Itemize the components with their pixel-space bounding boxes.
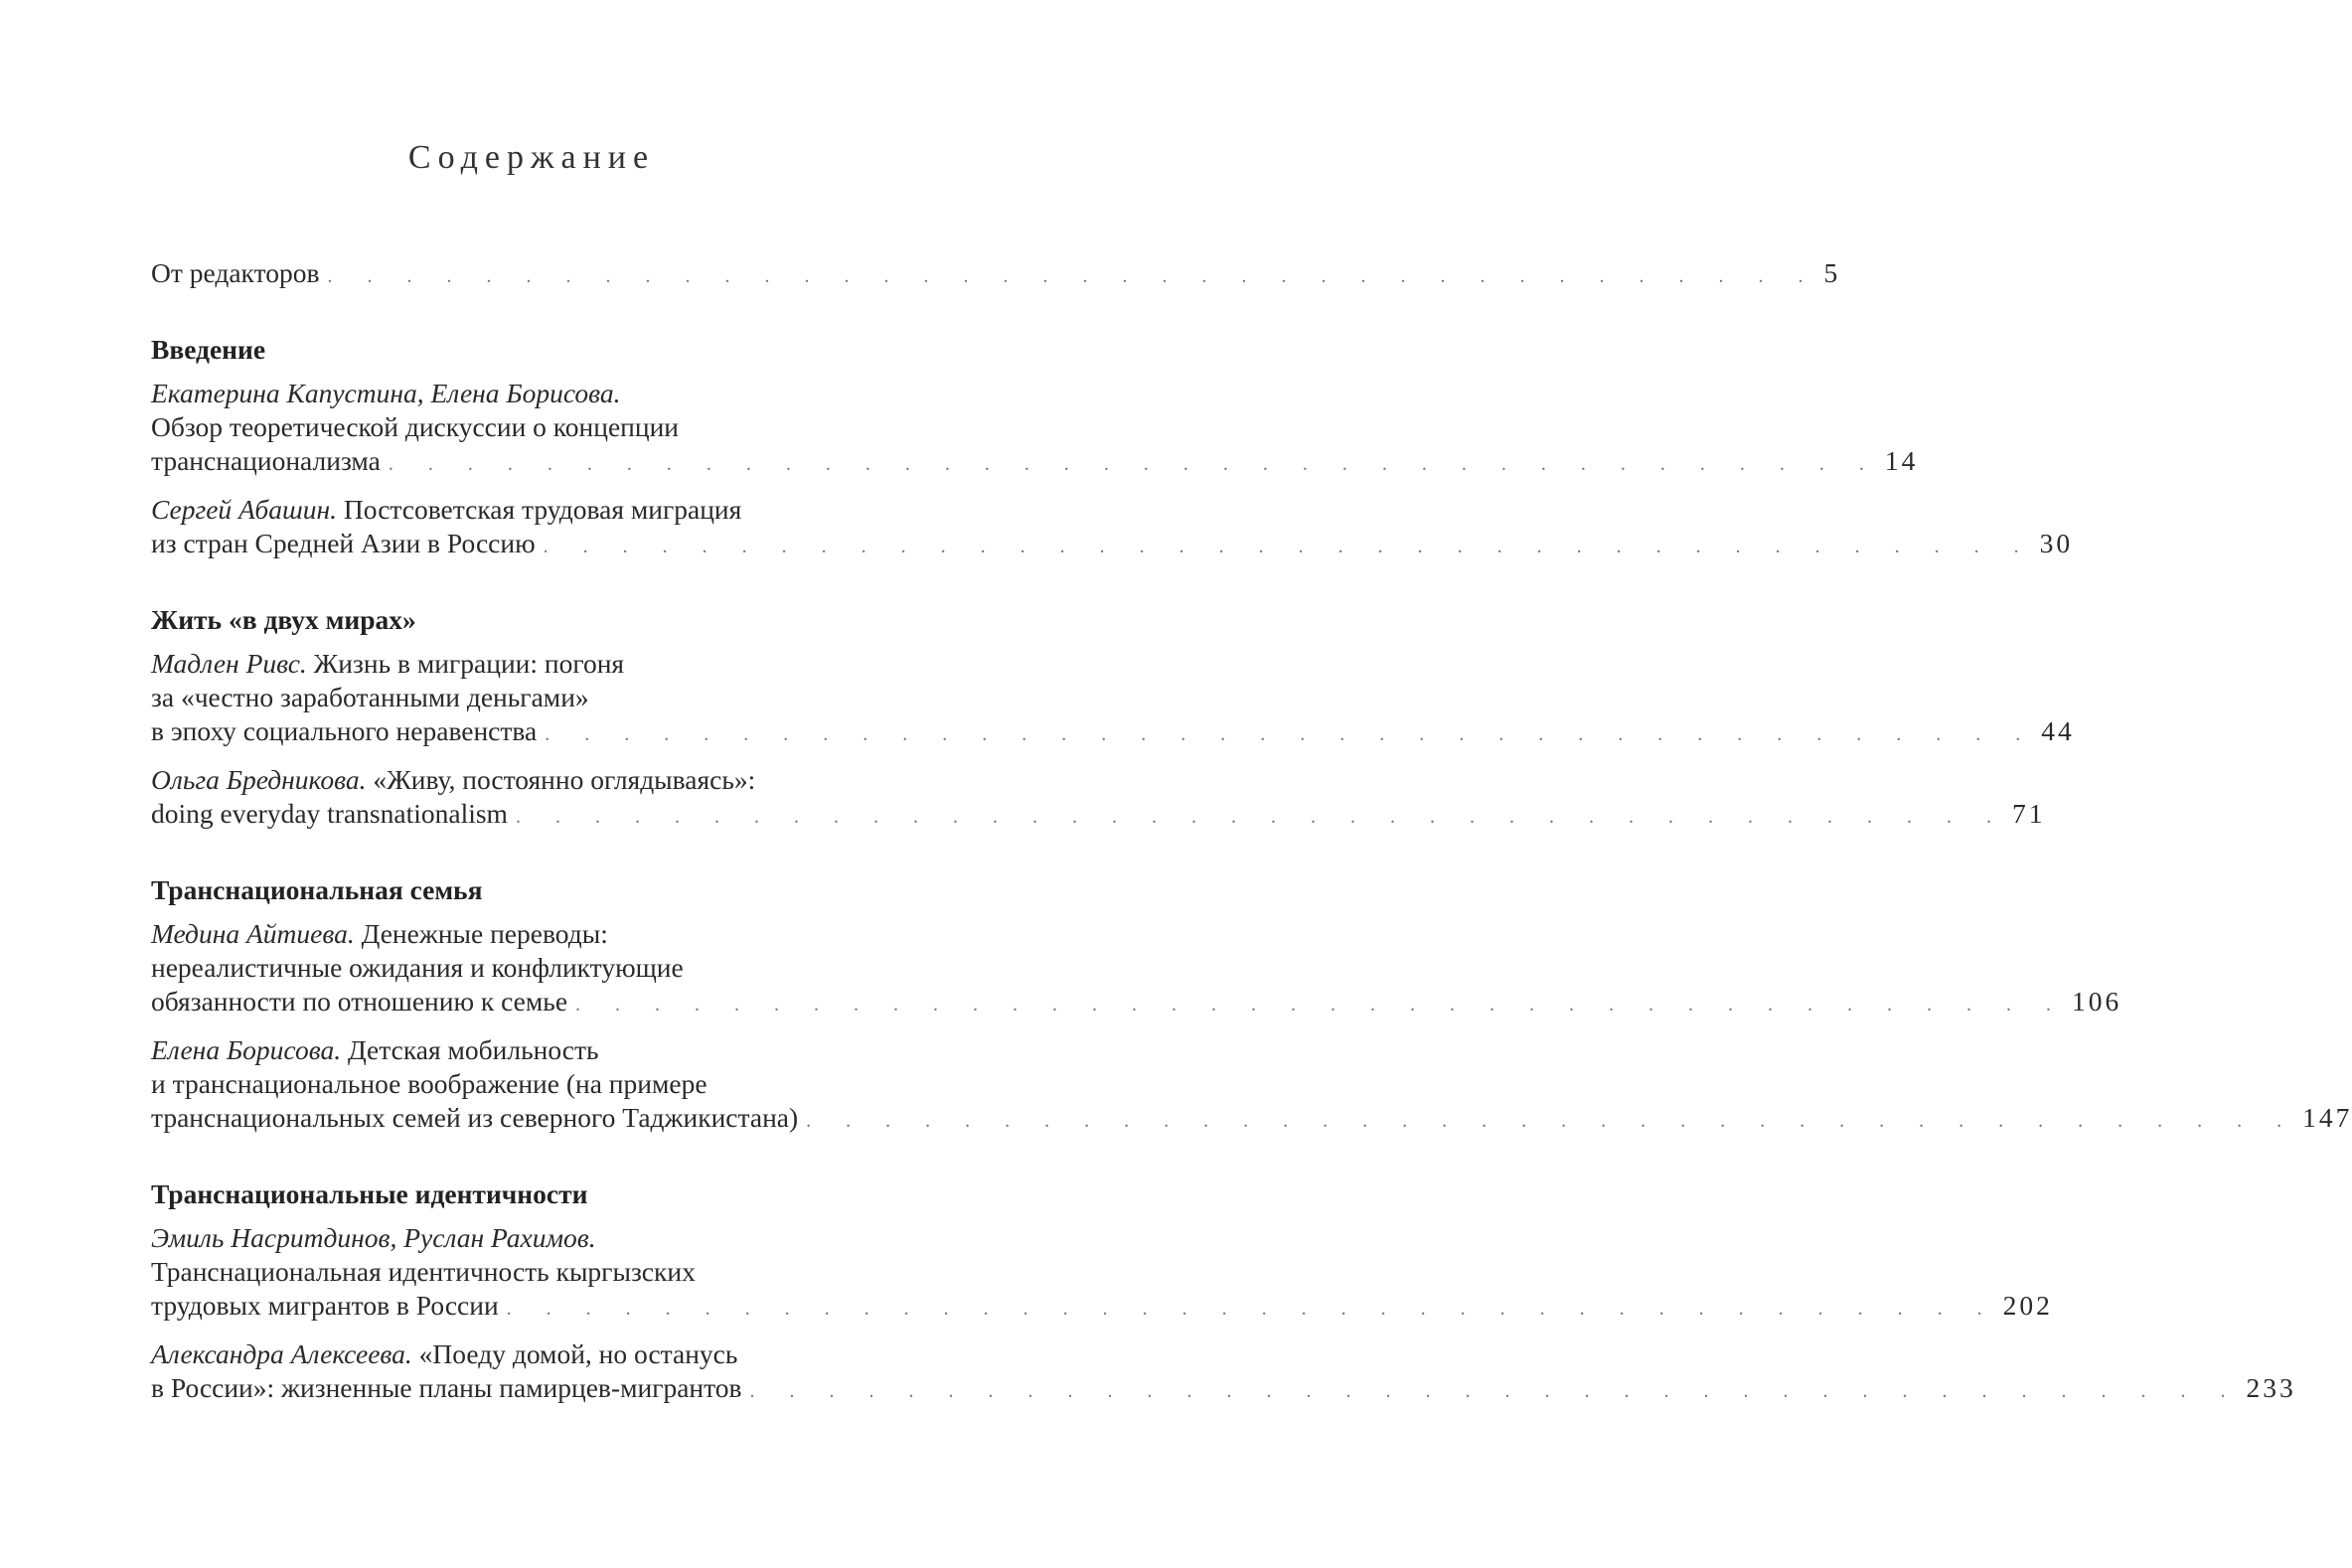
toc-entry-text (151, 493, 741, 527)
toc-entry-text (151, 377, 621, 410)
toc-entry-text: транснациональных семей из северного Таджикистана) (151, 1102, 799, 1133)
author-name: Елена Борисова. (151, 1034, 342, 1065)
page-number: 44 (2041, 715, 2075, 746)
page-number: 106 (2072, 986, 2122, 1017)
section-heading: Введение (151, 334, 266, 365)
leader-dots: . . . . . . . . . . . . . . . . . . . . . . . . . . . . . . . . . . . . . . (545, 723, 2036, 745)
toc-entry-title: Денежные переводы: (354, 918, 608, 949)
leader-dots: . . . . . . . . . . . . . . . . . . . . . . . . . . . . . . . . . . . . . . (327, 265, 1818, 287)
toc-entry-title: «Живу, постоянно оглядываясь»: (366, 764, 756, 795)
toc-entry-text (151, 917, 608, 951)
toc-entry[interactable] (151, 493, 2074, 563)
toc-entry-text (151, 647, 624, 681)
toc-entry-line (151, 493, 904, 527)
page-number: 14 (1884, 445, 1919, 476)
table-of-contents (151, 256, 2352, 1420)
toc-entry-text: трудовых мигрантов в России (151, 1290, 499, 1321)
toc-entry-line (151, 410, 904, 444)
toc-entry-line (151, 1101, 2352, 1138)
toc-entry-line (151, 1337, 904, 1371)
toc-entry-line (151, 377, 904, 410)
author-name: Мадлен Ривс. (151, 648, 307, 679)
toc-entry-text: Обзор теоретической дискуссии о концепции (151, 411, 680, 442)
page-number: 71 (2011, 798, 2046, 829)
author-name: Сергей Абашин. (151, 494, 338, 525)
leader-dots: . . . . . . . . . . . . . . . . . . . . . . . . . . . . . . . . . . . . . . (506, 1298, 1997, 1320)
toc-entry[interactable] (151, 763, 2046, 834)
page-number: 202 (2002, 1290, 2053, 1321)
toc-entry-text: в эпоху социального неравенства (151, 715, 538, 746)
toc-entry-line (151, 527, 2074, 563)
toc-entry-line (151, 917, 904, 951)
toc-entry-title: Постсоветская трудовая миграция (337, 494, 742, 525)
leader-dots: . . . . . . . . . . . . . . . . . . . . . . . . . . . . . . . . . . . . . . (749, 1380, 2241, 1402)
toc-entry-text (151, 763, 755, 797)
toc-entry-text (151, 1221, 596, 1255)
toc-entry-text: за «честно заработанными деньгами» (151, 682, 589, 712)
toc-entry-text: обязанности по отношению к семье (151, 986, 568, 1017)
toc-entry-text: в России»: жизненные планы памирцев-мигрантов (151, 1372, 742, 1403)
toc-entry-line (151, 1289, 2053, 1326)
author-name: Александра Алексеева. (151, 1338, 412, 1369)
leader-dots: . . . . . . . . . . . . . . . . . . . . . . . . . . . . . . . . . . . . . . (806, 1110, 2297, 1132)
toc-entry-line (151, 1371, 2296, 1408)
toc-entry-title: Детская мобильность (341, 1034, 599, 1065)
toc-entry-line (151, 1033, 904, 1067)
author-name: Екатерина Капустина, Елена Борисова. (151, 378, 621, 408)
toc-entry-text: и транснациональное воображение (на примере (151, 1068, 707, 1099)
toc-entry-line (151, 444, 1919, 481)
toc-entry-line (151, 647, 904, 681)
toc-entry-line (151, 681, 904, 714)
author-name: Ольга Бредникова. (151, 764, 367, 795)
toc-entry-text: doing everyday transnationalism (151, 798, 508, 829)
toc-entry-text: Транснациональная идентичность кыргызских (151, 1256, 696, 1287)
leader-dots: . . . . . . . . . . . . . . . . . . . . . . . . . . . . . . . . . . . . . . (515, 806, 2006, 828)
toc-entry[interactable] (151, 1221, 2053, 1326)
section-heading: Транснациональные идентичности (151, 1178, 588, 1209)
toc-entry-text: нереалистичные ожидания и конфликтующие (151, 952, 684, 983)
leader-dots: . . . . . . . . . . . . . . . . . . . . . . . . . . . . . . . . . . . . . . (388, 453, 1879, 475)
toc-entry-preface[interactable] (151, 256, 1841, 293)
author-name: Медина Айтиева. (151, 918, 355, 949)
toc-entry-line (151, 985, 2122, 1021)
toc-entry-line (151, 1255, 904, 1289)
section-heading: Жить «в двух мирах» (151, 604, 416, 635)
toc-entry[interactable] (151, 1337, 2296, 1408)
toc-entry-line (151, 714, 2075, 751)
toc-entry[interactable] (151, 1033, 2352, 1138)
page-title: Содержание (407, 139, 656, 176)
toc-entry[interactable] (151, 647, 2075, 751)
page-number: 30 (2039, 528, 2074, 558)
toc-entry-title: Жизнь в миграции: погоня (306, 648, 625, 679)
toc-entry[interactable] (151, 377, 1919, 481)
toc-entry-text (151, 1337, 737, 1371)
toc-entry-line (151, 797, 2046, 834)
toc-entry-text (151, 1033, 599, 1067)
toc-entry-label: От редакторов (151, 257, 320, 288)
leader-dots: . . . . . . . . . . . . . . . . . . . . . . . . . . . . . . . . . . . . . . (543, 536, 2034, 557)
section-heading: Транснациональная семья (151, 874, 483, 905)
toc-entry-line (151, 1067, 904, 1101)
page-number: 233 (2246, 1372, 2296, 1403)
page-number: 147 (2302, 1102, 2352, 1133)
toc-entry-text: из стран Средней Азии в Россию (151, 528, 536, 558)
toc-entry-line (151, 951, 904, 985)
author-name: Эмиль Насритдинов, Руслан Рахимов. (151, 1222, 596, 1253)
toc-entry[interactable] (151, 917, 2122, 1021)
toc-entry-line (151, 1221, 904, 1255)
page-number: 5 (1823, 257, 1841, 288)
toc-entry-line (151, 763, 904, 797)
leader-dots: . . . . . . . . . . . . . . . . . . . . . . . . . . . . . . . . . . . . . . (575, 994, 2067, 1016)
toc-entry-title: «Поеду домой, но останусь (411, 1338, 738, 1369)
toc-entry-text: транснационализма (151, 445, 381, 476)
